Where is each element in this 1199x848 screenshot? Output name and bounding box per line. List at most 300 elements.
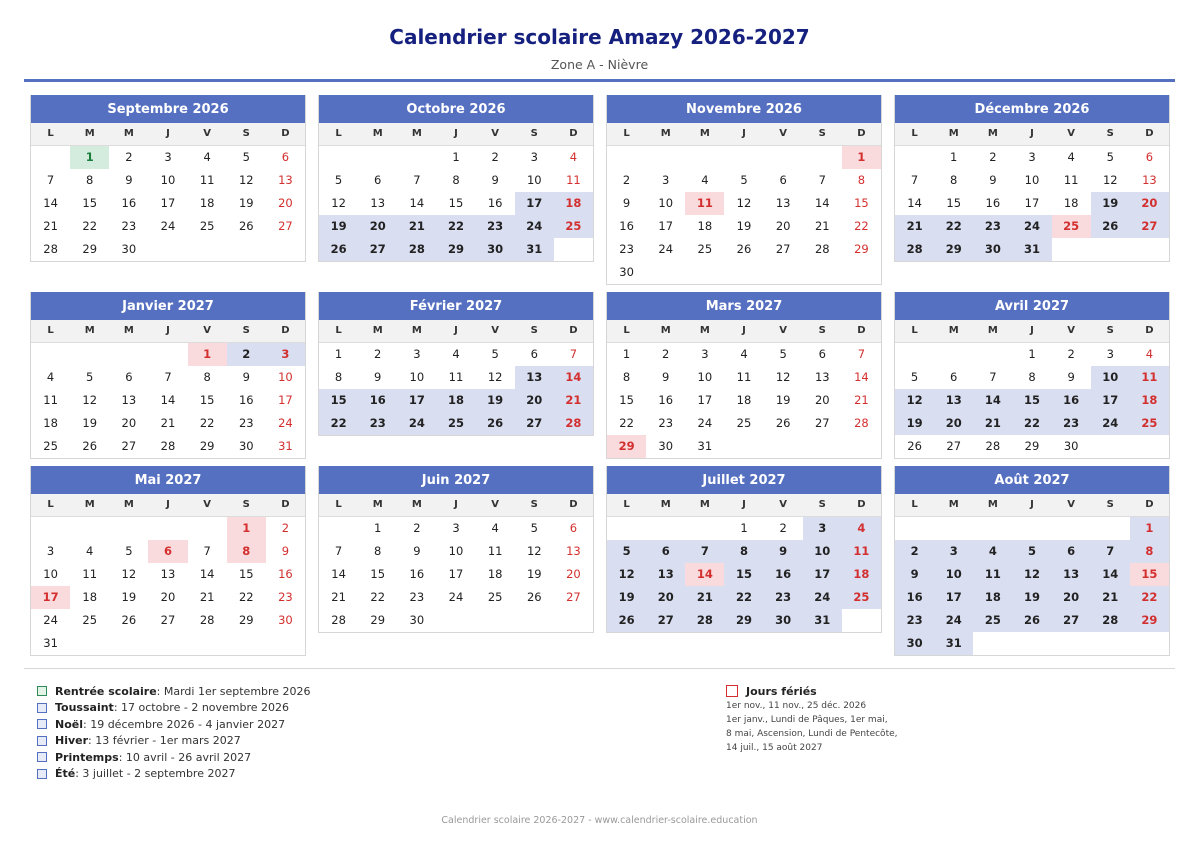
day-cell: 15 [946, 196, 962, 210]
day-cell: 1 [188, 343, 227, 366]
weekday-label: M [987, 325, 998, 336]
day-cell: 12 [526, 544, 542, 558]
day-cell: 21 [199, 590, 215, 604]
rentree-swatch-icon [37, 686, 47, 696]
day-cell: 24 [448, 590, 464, 604]
day-cell: 22 [238, 590, 254, 604]
weekday-label: S [530, 325, 538, 336]
weekday-label: V [203, 128, 211, 139]
day-cell: 20 [1130, 192, 1169, 215]
day-cell: 29 [854, 242, 869, 256]
week-row [607, 238, 881, 261]
empty-day-cell [1130, 632, 1169, 655]
weekday-label: L [335, 325, 342, 336]
weekday-label: J [742, 128, 746, 139]
empty-day-cell [109, 343, 148, 366]
day-cell: 27 [646, 609, 685, 632]
weekday-label: S [530, 128, 538, 139]
month-title: Juillet 2027 [607, 466, 881, 494]
page-title: Calendrier scolaire Amazy 2026-2027 [389, 25, 810, 49]
day-cell: 23 [1052, 412, 1091, 435]
day-cell: 13 [121, 393, 137, 407]
day-cell: 12 [775, 370, 791, 384]
day-cell: 6 [530, 347, 538, 361]
weekday-label: V [491, 128, 499, 139]
day-cell: 8 [86, 173, 94, 187]
legend-item-ete: Été : 3 juillet - 2 septembre 2027 [37, 766, 311, 783]
day-cell: 26 [319, 238, 358, 261]
empty-day-cell [607, 517, 646, 540]
day-cell: 11 [43, 393, 58, 407]
legend-divider [24, 668, 1175, 669]
empty-day-cell [148, 517, 187, 540]
day-cell: 9 [764, 540, 803, 563]
day-cell: 18 [1063, 196, 1079, 210]
month-weeks [319, 146, 593, 261]
day-cell: 2 [622, 173, 631, 187]
weekday-label: M [987, 128, 998, 139]
empty-day-cell [476, 609, 515, 632]
day-cell: 19 [775, 393, 791, 407]
empty-day-cell [764, 435, 803, 458]
day-cell: 16 [764, 563, 803, 586]
weekday-header [319, 123, 593, 146]
weekday-header [895, 123, 1169, 146]
day-cell: 24 [397, 412, 436, 435]
day-cell: 10 [658, 196, 674, 210]
day-cell: 3 [803, 517, 842, 540]
weekday-label: J [166, 128, 170, 139]
weekday-label: D [857, 499, 866, 510]
empty-day-cell [842, 261, 881, 284]
day-cell: 4 [46, 370, 55, 384]
day-cell: 13 [1052, 563, 1091, 586]
day-cell: 28 [331, 613, 346, 627]
day-cell: 30 [476, 238, 515, 261]
holidays-legend-title: Jours fériés [726, 683, 898, 699]
day-cell: 31 [515, 238, 554, 261]
weekday-label: J [1030, 128, 1034, 139]
empty-day-cell [1091, 238, 1130, 261]
day-cell: 27 [278, 219, 293, 233]
week-row [319, 389, 593, 412]
day-cell: 21 [895, 215, 934, 238]
day-cell: 17 [803, 563, 842, 586]
day-cell: 6 [818, 347, 826, 361]
month-title: Décembre 2026 [895, 95, 1169, 123]
holiday-swatch-icon [726, 685, 738, 697]
empty-day-cell [973, 343, 1012, 366]
week-row [895, 412, 1169, 435]
day-cell: 23 [358, 412, 397, 435]
day-cell: 19 [526, 567, 542, 581]
day-cell: 1 [950, 150, 958, 164]
day-cell: 28 [1091, 609, 1130, 632]
empty-day-cell [266, 238, 305, 261]
week-row [319, 366, 593, 389]
day-cell: 16 [487, 196, 503, 210]
day-cell: 26 [238, 219, 254, 233]
weekday-label: L [335, 499, 342, 510]
weekday-label: M [84, 325, 95, 336]
holidays-line: 1er janv., Lundi de Pâques, 1er mai, [726, 715, 888, 725]
weekday-label: M [123, 128, 134, 139]
weekday-label: V [1067, 499, 1075, 510]
day-cell: 15 [1012, 389, 1051, 412]
day-cell: 21 [43, 219, 58, 233]
empty-day-cell [188, 517, 227, 540]
empty-day-cell [70, 343, 109, 366]
day-cell: 8 [622, 370, 631, 384]
day-cell: 16 [985, 196, 1001, 210]
day-cell: 4 [491, 521, 499, 535]
day-cell: 3 [1106, 347, 1114, 361]
empty-day-cell [70, 632, 109, 655]
month-calendar [894, 95, 1170, 262]
day-cell: 31 [803, 609, 842, 632]
day-cell: 23 [895, 609, 934, 632]
day-cell: 18 [43, 416, 58, 430]
weekday-label: L [911, 325, 918, 336]
weekday-label: D [281, 325, 290, 336]
day-cell: 19 [1091, 192, 1130, 215]
weekday-label: S [242, 325, 250, 336]
weekday-label: M [699, 128, 710, 139]
empty-day-cell [895, 146, 934, 169]
day-cell: 10 [526, 173, 542, 187]
legend-item-rentree: Rentrée scolaire : Mardi 1er septembre 2026 [37, 683, 311, 700]
day-cell: 10 [934, 563, 973, 586]
weekday-label: M [948, 499, 959, 510]
week-row [895, 146, 1169, 169]
weekday-label: M [84, 499, 95, 510]
day-cell: 2 [662, 347, 670, 361]
weekday-label: M [660, 128, 671, 139]
day-cell: 29 [436, 238, 475, 261]
day-cell: 11 [487, 544, 503, 558]
week-row [895, 343, 1169, 366]
day-cell: 13 [934, 389, 973, 412]
weekday-label: M [372, 499, 383, 510]
empty-day-cell [724, 261, 763, 284]
day-cell: 6 [569, 521, 578, 535]
week-row [607, 389, 881, 412]
day-cell: 29 [607, 435, 646, 458]
day-cell: 1 [1130, 517, 1169, 540]
day-cell: 25 [973, 609, 1012, 632]
weekday-label: S [242, 128, 250, 139]
day-cell: 26 [1012, 609, 1051, 632]
day-cell: 3 [452, 521, 460, 535]
day-cell: 29 [724, 609, 763, 632]
empty-day-cell [685, 146, 724, 169]
day-cell: 17 [934, 586, 973, 609]
day-cell: 28 [160, 439, 176, 453]
month-weeks [31, 146, 305, 261]
day-cell: 6 [125, 370, 133, 384]
day-cell: 28 [397, 238, 436, 261]
weekday-label: J [166, 499, 170, 510]
day-cell: 11 [1130, 366, 1169, 389]
week-row [607, 563, 881, 586]
day-cell: 7 [685, 540, 724, 563]
month-weeks [31, 517, 305, 655]
week-row [319, 192, 593, 215]
day-cell: 27 [1130, 215, 1169, 238]
week-row [895, 540, 1169, 563]
week-row [607, 517, 881, 540]
month-calendar [30, 95, 306, 262]
weekday-label: L [47, 128, 54, 139]
day-cell: 13 [775, 196, 791, 210]
day-cell: 20 [566, 567, 581, 581]
empty-day-cell [803, 146, 842, 169]
day-cell: 28 [895, 238, 934, 261]
empty-day-cell [148, 632, 187, 655]
empty-day-cell [31, 343, 70, 366]
month-calendar [606, 292, 882, 459]
day-cell: 23 [658, 416, 674, 430]
month-title: Octobre 2026 [319, 95, 593, 123]
week-row [607, 412, 881, 435]
day-cell: 24 [1012, 215, 1051, 238]
day-cell: 17 [448, 567, 464, 581]
day-cell: 19 [1012, 586, 1051, 609]
day-cell: 10 [1091, 366, 1130, 389]
weekday-label: V [203, 499, 211, 510]
day-cell: 13 [566, 544, 581, 558]
day-cell: 26 [1091, 215, 1130, 238]
day-cell: 24 [658, 242, 674, 256]
day-cell: 20 [121, 416, 137, 430]
weekday-label: V [203, 325, 211, 336]
day-cell: 27 [121, 439, 137, 453]
day-cell: 14 [554, 366, 593, 389]
vacation-swatch-icon [37, 752, 47, 762]
day-cell: 6 [281, 150, 290, 164]
weekday-label: J [454, 499, 458, 510]
day-cell: 21 [554, 389, 593, 412]
week-row [607, 366, 881, 389]
week-row [895, 609, 1169, 632]
day-cell: 14 [409, 196, 425, 210]
weekday-label: S [1106, 499, 1114, 510]
weekday-header [319, 494, 593, 517]
day-cell: 8 [1028, 370, 1036, 384]
day-cell: 3 [1028, 150, 1036, 164]
month-weeks [319, 517, 593, 632]
weekday-label: M [123, 325, 134, 336]
empty-day-cell [685, 261, 724, 284]
day-cell: 27 [160, 613, 176, 627]
day-cell: 16 [658, 393, 674, 407]
day-cell: 29 [199, 439, 215, 453]
day-cell: 22 [934, 215, 973, 238]
month-weeks [607, 343, 881, 458]
empty-day-cell [554, 609, 593, 632]
day-cell: 5 [607, 540, 646, 563]
month-weeks [895, 146, 1169, 261]
day-cell: 24 [160, 219, 176, 233]
day-cell: 7 [203, 544, 211, 558]
month-calendar [30, 466, 306, 656]
weekday-header [607, 320, 881, 343]
week-row [607, 192, 881, 215]
day-cell: 13 [160, 567, 176, 581]
weekday-label: D [569, 128, 578, 139]
weekday-label: M [948, 325, 959, 336]
month-calendar [318, 292, 594, 436]
day-cell: 18 [554, 192, 593, 215]
day-cell: 14 [907, 196, 922, 210]
month-calendar [894, 292, 1170, 459]
day-cell: 3 [701, 347, 709, 361]
empty-day-cell [436, 609, 475, 632]
empty-day-cell [358, 146, 397, 169]
empty-day-cell [646, 517, 685, 540]
week-row [31, 412, 305, 435]
day-cell: 11 [736, 370, 752, 384]
day-cell: 27 [775, 242, 791, 256]
day-cell: 31 [43, 636, 58, 650]
day-cell: 14 [331, 567, 346, 581]
day-cell: 12 [331, 196, 346, 210]
day-cell: 6 [1145, 150, 1154, 164]
week-row [607, 169, 881, 192]
vacation-swatch-icon [37, 769, 47, 779]
day-cell: 8 [227, 540, 266, 563]
day-cell: 11 [199, 173, 215, 187]
day-cell: 23 [973, 215, 1012, 238]
day-cell: 6 [1052, 540, 1091, 563]
day-cell: 23 [619, 242, 634, 256]
day-cell: 10 [278, 370, 293, 384]
weekday-label: L [623, 325, 630, 336]
day-cell: 30 [278, 613, 293, 627]
legend-item-hiver: Hiver : 13 février - 1er mars 2027 [37, 733, 311, 750]
empty-day-cell [973, 517, 1012, 540]
weekday-label: J [742, 325, 746, 336]
day-cell: 9 [989, 173, 997, 187]
day-cell: 3 [662, 173, 670, 187]
day-cell: 20 [814, 393, 830, 407]
empty-day-cell [764, 261, 803, 284]
week-row [895, 435, 1169, 458]
day-cell: 25 [554, 215, 593, 238]
day-cell: 20 [934, 412, 973, 435]
day-cell: 18 [697, 219, 713, 233]
day-cell: 1 [842, 146, 881, 169]
day-cell: 23 [476, 215, 515, 238]
day-cell: 14 [160, 393, 176, 407]
week-row [607, 586, 881, 609]
week-row [31, 169, 305, 192]
day-cell: 11 [842, 540, 881, 563]
day-cell: 31 [278, 439, 293, 453]
weekday-label: S [242, 499, 250, 510]
empty-day-cell [1091, 435, 1130, 458]
day-cell: 17 [697, 393, 713, 407]
day-cell: 21 [685, 586, 724, 609]
weekday-label: L [623, 128, 630, 139]
day-cell: 15 [199, 393, 215, 407]
weekday-label: S [818, 499, 826, 510]
day-cell: 31 [934, 632, 973, 655]
weekday-label: D [569, 325, 578, 336]
day-cell: 7 [413, 173, 421, 187]
week-row [31, 389, 305, 412]
month-weeks [895, 517, 1169, 655]
week-row [31, 517, 305, 540]
day-cell: 5 [779, 347, 787, 361]
weekday-header [607, 494, 881, 517]
week-row [319, 517, 593, 540]
weekday-label: V [491, 499, 499, 510]
empty-day-cell [646, 261, 685, 284]
day-cell: 28 [43, 242, 58, 256]
day-cell: 6 [950, 370, 958, 384]
weekday-label: M [411, 499, 422, 510]
day-cell: 10 [803, 540, 842, 563]
week-row [319, 343, 593, 366]
holidays-line: 1er nov., 11 nov., 25 déc. 2026 [726, 701, 867, 711]
holidays-line: 14 juil., 15 août 2027 [726, 743, 823, 753]
day-cell: 18 [487, 567, 503, 581]
weekday-label: M [84, 128, 95, 139]
empty-day-cell [803, 435, 842, 458]
weekday-label: M [660, 325, 671, 336]
day-cell: 25 [436, 412, 475, 435]
day-cell: 15 [854, 196, 869, 210]
empty-day-cell [31, 517, 70, 540]
weekday-label: D [281, 128, 290, 139]
day-cell: 18 [736, 393, 752, 407]
day-cell: 14 [814, 196, 830, 210]
day-cell: 28 [814, 242, 830, 256]
weekday-label: M [987, 499, 998, 510]
day-cell: 20 [278, 196, 293, 210]
empty-day-cell [319, 517, 358, 540]
day-cell: 7 [1091, 540, 1130, 563]
day-cell: 11 [448, 370, 464, 384]
month-title: Août 2027 [895, 466, 1169, 494]
day-cell: 17 [160, 196, 176, 210]
month-weeks [895, 343, 1169, 458]
week-row [31, 215, 305, 238]
day-cell: 7 [334, 544, 343, 558]
day-cell: 12 [895, 389, 934, 412]
day-cell: 30 [1063, 439, 1079, 453]
day-cell: 29 [238, 613, 254, 627]
week-row [31, 366, 305, 389]
day-cell: 22 [724, 586, 763, 609]
day-cell: 5 [334, 173, 343, 187]
day-cell: 7 [818, 173, 826, 187]
week-row [319, 540, 593, 563]
day-cell: 20 [1052, 586, 1091, 609]
empty-day-cell [31, 146, 70, 169]
weekday-label: D [1145, 499, 1154, 510]
day-cell: 22 [319, 412, 358, 435]
day-cell: 2 [227, 343, 266, 366]
day-cell: 20 [515, 389, 554, 412]
week-row [31, 563, 305, 586]
day-cell: 1 [452, 150, 460, 164]
day-cell: 15 [1130, 563, 1169, 586]
month-calendar [894, 466, 1170, 656]
weekday-label: D [1145, 128, 1154, 139]
day-cell: 14 [199, 567, 215, 581]
